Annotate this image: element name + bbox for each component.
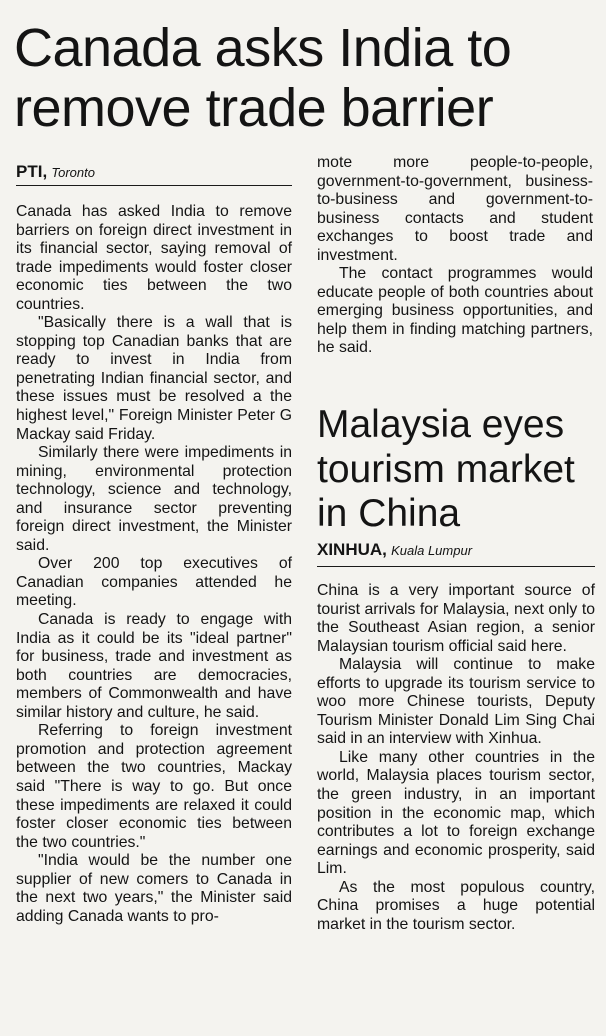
byline-agency: XINHUA, [317,540,387,559]
article1-paragraph: Similarly there were impediments in mining, environmental protection technology, science and technology, and insurance sector preventing foreign direct investment, the Minister said. [16,444,292,554]
article1-paragraph: "India would be the number one supplier of new comers to Canada in the next two years," the Minister said adding Canada wants to pro- [16,852,292,925]
byline-location: Toronto [51,165,95,180]
byline-pti [16,162,95,183]
article1-paragraph: "Basically there is a wall that is stopping top Canadian banks that are ready to invest in India from penetrating Indian financial sector, and these issues must be resolved a the highest level," Foreign Minister Peter G Mackay said Friday. [16,314,292,443]
article1-paragraph: Canada has asked India to remove barriers on foreign direct investment in its financial sector, saying removal of trade impediments would foster closer economic ties between the two countries. [16,203,292,313]
article2-paragraph: China is a very important source of tourist arrivals for Malaysia, next only to the Southeast Asian region, a senior Malaysian tourism official said here. [317,582,595,655]
article2-column [317,582,595,934]
byline-xinhua [317,540,472,561]
byline-rule [317,566,595,567]
article1-paragraph: Canada is ready to engage with India as it could be its "ideal partner" for business, trade and investment as both countries are democracies, members of Commonwealth and have similar history and culture, he said. [16,611,292,721]
byline-agency: PTI, [16,162,48,181]
headline-malaysia-tourism: Malaysia eyes tourism market in China [317,403,575,535]
article1-column-right [317,154,593,358]
article1-column-left [16,203,292,926]
byline-rule [16,185,292,186]
article2-paragraph: Like many other countries in the world, Malaysia places tourism sector, the green industry, in an important position in the economic map, which contributes a lot to foreign exchange earnings and economic prosperity, said Lim. [317,748,595,878]
article2-paragraph: Malaysia will continue to make efforts to upgrade its tourism service to woo more Chinese tourists, Deputy Tourism Minister Donald Lim Sing Chai said in an interview with Xinhua. [317,656,595,748]
article1-paragraph: Referring to foreign investment promotion and protection agreement between the two countries, Mackay said "There is way to go. But once these impediments are relaxed it could foster closer economic ties between the two countries." [16,722,292,851]
article1-paragraph: Over 200 top executives of Canadian companies attended he meeting. [16,555,292,610]
article1-paragraph: The contact programmes would educate people of both countries about emerging business opportunities, and help them in finding matching partners, he said. [317,265,593,357]
article2-paragraph: As the most populous country, China promises a huge potential market in the tourism sector. [317,878,595,933]
byline-location: Kuala Lumpur [391,543,473,558]
article1-paragraph: mote more people-to-people, government-to-government, business-to-business and government-to-business contacts and student exchanges to boost trade and investment. [317,154,593,264]
headline-canada-india: Canada asks India to remove trade barrier [14,18,512,138]
